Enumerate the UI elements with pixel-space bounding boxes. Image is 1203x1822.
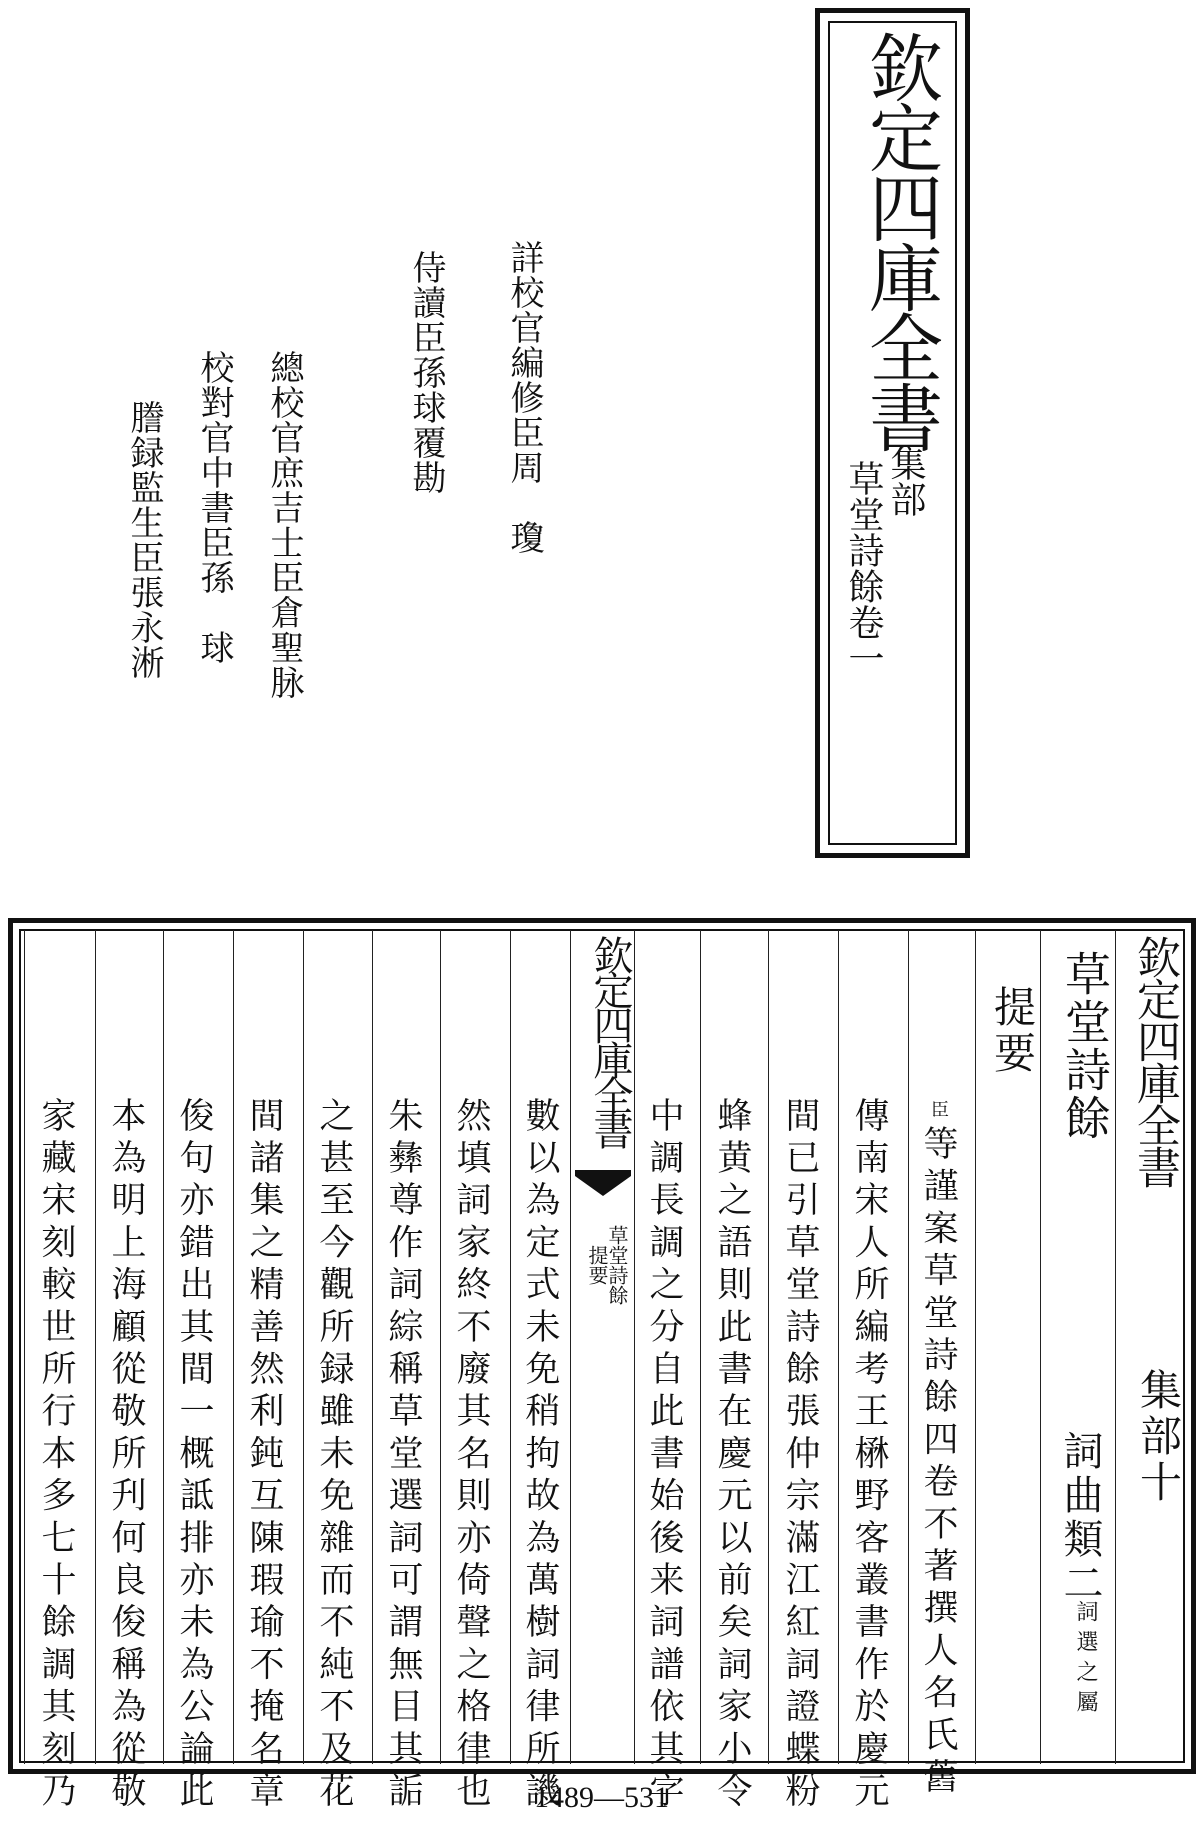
text-column-body: 等謹案草堂詩餘四卷不著撰人名氏舊: [918, 1125, 958, 1801]
fishtail-mark: [575, 1170, 631, 1200]
credit-line-1: 詳校官編修臣周 瓊: [504, 240, 544, 555]
column-rule: [440, 930, 441, 1764]
cover-section: 集部: [885, 445, 926, 517]
column-rule: [908, 930, 909, 1764]
column-rule: [163, 930, 164, 1764]
text-column: 俊句亦錯出其間一概詆排亦未為公論此: [174, 1097, 214, 1815]
text-column: 朱彝尊作詞綜稱草堂選詞可謂無目其詬: [383, 1097, 423, 1815]
book-title: 草堂詩餘: [1058, 950, 1112, 1142]
text-column: 本為明上海顧從敬所刋何良俊稱為從敬: [106, 1097, 146, 1815]
column-rule: [233, 930, 234, 1764]
text-column: [918, 1100, 958, 1801]
header-title: 欽定四庫全書: [1129, 935, 1180, 1187]
text-column: 傳南宋人所編考王楙野客叢書作於慶元: [849, 1097, 889, 1815]
category-note: 詞選之屬: [1073, 1600, 1098, 1720]
page-number: 1489—531: [534, 1781, 669, 1814]
classification: 集部十: [1134, 1368, 1183, 1506]
category: 詞曲類二: [1057, 1430, 1103, 1606]
center-section: 提要: [585, 1245, 609, 1285]
column-rule: [700, 930, 701, 1764]
cover-title: 欽定四庫全書: [857, 30, 943, 450]
column-rule: [372, 930, 373, 1764]
center-book: 草堂詩餘: [605, 1225, 629, 1305]
text-column: 數以為定式未免稍拘故為萬樹詞律所譏: [520, 1097, 560, 1815]
chen-mark: 臣: [928, 1100, 949, 1126]
section-heading: 提要: [988, 985, 1037, 1077]
column-rule: [24, 930, 25, 1764]
column-rule: [303, 930, 304, 1764]
center-title: 欽定四庫全書: [587, 935, 633, 1145]
text-column: 間諸集之精善然利鈍互陳瑕瑜不掩名章: [244, 1097, 284, 1815]
text-column: 中調長調之分自此書始後来詞譜依其字: [644, 1097, 684, 1815]
text-column: 家藏宋刻較世所行本多七十餘調其刻乃: [36, 1097, 76, 1815]
credit-line-2: 侍讀臣孫球覆勘: [406, 250, 446, 495]
column-rule: [95, 930, 96, 1764]
column-rule: [510, 930, 511, 1764]
text-column: 然填詞家終不廢其名則亦倚聲之格律也: [451, 1097, 491, 1815]
text-column: 間已引草堂詩餘張仲宗滿江紅詞證蝶粉: [780, 1097, 820, 1815]
column-rule: [570, 930, 571, 1764]
column-rule: [838, 930, 839, 1764]
column-rule: [975, 930, 976, 1764]
cover-volume: 草堂詩餘卷一: [843, 460, 884, 676]
text-column: 蜂黄之語則此書在慶元以前矣詞家小令: [712, 1097, 752, 1815]
column-rule: [768, 930, 769, 1764]
credit-line-4: 校對官中書臣孫 球: [194, 350, 234, 665]
credit-line-3: 總校官庶吉士臣倉聖脉: [264, 350, 304, 700]
credit-line-5: 謄録監生臣張永淅: [124, 400, 164, 680]
text-column: 之甚至今觀所録雖未免雜而不純不及花: [314, 1097, 354, 1815]
